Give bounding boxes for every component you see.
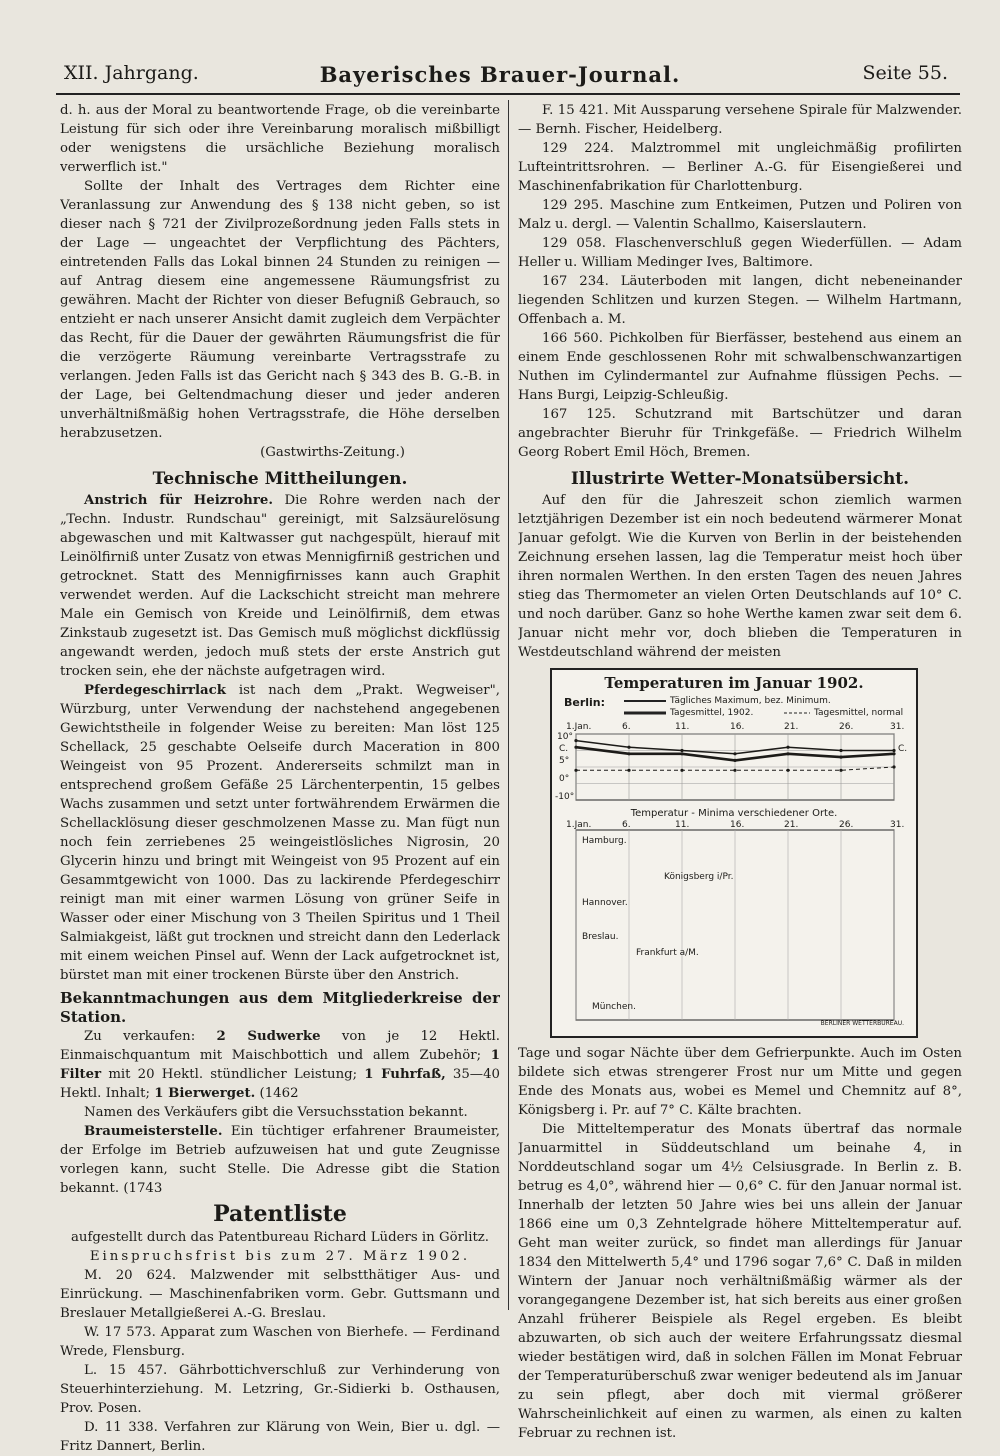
x-tick-16: 16. <box>730 722 745 732</box>
series-point-1 <box>680 749 683 752</box>
x-tick-31: 31. <box>890 722 905 732</box>
series-point-3 <box>627 769 630 772</box>
x2-tick-26: 26. <box>839 820 854 830</box>
braumeister-text: Ein tüchtiger erfahrener Braumeister, der Erfolge im Betrieb aufzuweisen hat und gute Zeugnisse vorlegen kann, sucht Stelle. Die Adresse gibt die Station bekannt. <box>60 1124 500 1196</box>
left-column <box>60 101 500 1456</box>
paragraph-vertrag: Sollte der Inhalt des Vertrages dem Richter eine Veranlassung zur Anwendung des § 138 nicht geben, so ist dieser nach § 721 der Zivilprozeßordnung jeden Falls stets in der Lage — ungeachtet der Verpflichtung des Pächters, eintretenden Falls das Lokal binnen 24 Stunden zu reinigen — auf Antrag diesem eine angemessene Räumungsfrist zu gewähren. Macht der Richter von dieser Befugniß Gebrauch, so entzieht er nach unserer Ansicht damit zugleich dem Verpächter das Recht, für die Dauer der gewährten Räumungsfrist die für die verzögerte Räumung vereinbarte Vertragsstrafe zu verlangen. Jeden Falls ist das Gericht nach § 343 des B. G.-B. in der Lage, bei Geltendmachung dieser und jeder anderen unverhältnißmäßig hohen Vertragsstrafe, die Höhe derselben herabzusetzen. <box>60 179 500 441</box>
series-point-3 <box>733 769 736 772</box>
temperature-chart <box>550 668 918 1038</box>
column-rule <box>508 100 509 1310</box>
patent-entry: 129 295. Maschine zum Entkeimen, Putzen und Poliren von Malz u. dergl. — Valentin Schallmo, Kaiserslautern. <box>518 198 962 232</box>
source-note: (Gastwirths-Zeitung.) <box>260 445 405 460</box>
patent-entry: W. 17 573. Apparat zum Waschen von Bierhefe. — Ferdinand Wrede, Flensburg. <box>60 1325 500 1359</box>
chart-title: Temperaturen im Januar 1902. <box>604 674 864 692</box>
label-koenigsberg: Königsberg i/Pr. <box>664 872 734 882</box>
series-point-3 <box>839 769 842 772</box>
pferde-text: ist nach dem „Prakt. Wegweiser", Würzburg, unter Verwendung der nachstehend angegebenen Gewichtstheile in folgender Weise zu bereiten: Man löst 125 Schellack, 25 geschabte Oelseife durch Maceration in 800 Weingeist von 95 Prozent. Andererseits schmilzt man in entsprechend großem Gefäße 25 Lärchenterpentin, 15 gelbes Wachs zusammen und setzt unter fortwährendem Erwärmen die Schellacklösung dieser geschmolzenen Masse zu. Man fügt nun noch fein zerriebenes 25 weingeistlösliches Nigrosin, 20 Glycerin hinzu und bringt mit Weingeist von 95 Prozent auf ein Gesammtgewicht von 1000. Das zu lackirende Pferdegeschirr reinigt man mit einer warmen Lösung von grüner Seife in Wasser oder einer Mischung von 3 Theilen Spiritus und 1 Theil Salmiakgeist, läßt gut trocknen und streicht dann den Lederlack mit einem weichen Pinsel auf. Wenn der Lack aufgetrocknet ist, bürstet man mit einer trockenen Bürste über den Anstrich. <box>60 683 500 983</box>
patent-entry: L. 15 457. Gährbottichverschluß zur Verhinderung von Steuerhinterziehung. M. Letzring, Gr.-Sidierki b. Osthausen, Prov. Posen. <box>60 1363 500 1416</box>
header-page-number: Seite 55. <box>862 62 948 84</box>
anstrich-text: Die Rohre werden nach der „Techn. Industr. Rundschau" gereinigt, mit Salzsäurelösung abgewaschen und mit Kaltwasser gut nachgespült, hierauf mit Leinölfirniß unter Zusatz von etwas Mennigfirniß gestrichen und getrocknet. Statt des Mennigfirnisses kann auch Graphit verwendet werden. Auf die Lackschicht streicht man mehrere Male ein Gemisch von Kreide und Leinölfirniß, dem etwas Zinkstaub zugesetzt ist. Das Gemisch muß möglichst dickflüssig angewandt werden, jedoch muß stets der erste Anstrich gut trocken sein, ehe der nächste aufgetragen wird. <box>60 493 500 679</box>
verkaufen-number: (1462 <box>259 1086 299 1101</box>
series-point-3 <box>892 765 895 768</box>
x-tick-6: 6. <box>622 722 631 732</box>
braumeister-number: (1743 <box>123 1181 163 1196</box>
label-breslau: Breslau. <box>582 932 619 942</box>
braumeister-heading: Braumeisterstelle. <box>84 1124 223 1139</box>
verkaufen-text-b: von je 12 Hektl. Einmaischquantum mit Maischbottich und allem Zubehör; <box>60 1029 500 1063</box>
x2-tick-16: 16. <box>730 820 745 830</box>
patent-entry: D. 11 338. Verfahren zur Klärung von Wein, Bier u. dgl. — Fritz Dannert, Berlin. <box>60 1420 500 1454</box>
x-tick-1jan: 1.Jan. <box>566 722 592 732</box>
x-tick-26: 26. <box>839 722 854 732</box>
x-tick-21: 21. <box>784 722 799 732</box>
x2-tick-21: 21. <box>784 820 799 830</box>
series-point-2 <box>733 759 736 762</box>
section-heading-wetter: Illustrirte Wetter-Monatsübersicht. <box>570 469 910 489</box>
section-heading-bekanntmachungen: Bekanntmachungen aus dem Mitgliederkreise der Station. <box>60 989 500 1026</box>
y-tick-minus10: -10° <box>555 792 575 802</box>
patent-entry: 129 224. Malztrommel mit ungleichmäßig profilirten Lufteintrittsrohren. — Berliner A.-G. für Eisengießerei und Maschinenfabrikation für Charlottenburg. <box>518 141 962 194</box>
verkaufen-filter: 1 Filter <box>60 1048 500 1082</box>
patent-entry: F. 15 421. Mit Aussparung versehene Spirale für Malzwender. — Bernh. Fischer, Heidelberg. <box>518 103 962 137</box>
patent-entry: M. 20 624. Malzwender mit selbstthätiger Aus- und Einrückung. — Maschinenfabriken vorm. Gebr. Guttsmann und Breslauer Metallgießerei A.-G. Breslau. <box>60 1268 500 1321</box>
section-heading-technische: Technische Mittheilungen. <box>152 469 408 489</box>
legend-mittel-1902: Tagesmittel, 1902. <box>670 708 754 718</box>
verkaufen-fuhrfass: 1 Fuhrfaß, <box>364 1067 446 1082</box>
verkaufen-label: Zu verkaufen: <box>84 1029 196 1044</box>
series-point-3 <box>786 769 789 772</box>
series-point-2 <box>892 752 895 755</box>
paragraph-braumeister <box>60 1122 500 1198</box>
series-point-3 <box>574 769 577 772</box>
x2-tick-11: 11. <box>675 820 690 830</box>
paragraph-wetter-1: Auf den für die Jahreszeit schon ziemlich warmen letztjährigen Dezember ist ein noch bedeutend wärmerer Monat Januar gefolgt. Wie die Kurven von Berlin in der beistehenden Zeichnung ersehen lassen, lag die Temperatur meist hoch über ihren normalen Werthen. In den ersten Tagen des neuen Jahres stieg das Thermometer an vielen Orten Deutschlands auf 10° C. und noch darüber. Ganz so hohe Werthe kamen zwar seit dem 6. Januar nicht mehr vor, doch blieben die Temperaturen in Westdeutschland während der meisten <box>518 493 962 660</box>
verkaufen-sudwerke: 2 Sudwerke <box>216 1029 321 1044</box>
pferde-heading: Pferdegeschirrlack <box>84 683 226 698</box>
x2-tick-31: 31. <box>890 820 905 830</box>
label-muenchen: München. <box>592 1002 636 1012</box>
berlin-label: Berlin: <box>564 696 606 709</box>
paragraph-anstrich <box>60 491 500 681</box>
paragraph-verkaufen <box>60 1027 500 1103</box>
patentliste-frist: Einspruchsfrist bis zum 27. März 1902. <box>89 1249 471 1264</box>
series-point-1 <box>892 749 895 752</box>
verkaufen-text-d: mit 20 Hektl. stündlicher Leistung; <box>108 1067 358 1082</box>
series-point-2 <box>786 752 789 755</box>
right-column <box>518 101 962 1443</box>
paragraph-pferdegeschirr <box>60 681 500 985</box>
verkaufen-bierwerget: 1 Bierwerget. <box>154 1086 256 1101</box>
paragraph-wetter-2: Tage und sogar Nächte über dem Gefrierpunkte. Auch im Osten bildete sich etwas strengerer Frost nur um Mitte und gegen Ende des Monats aus, wobei es Memel und Chemnitz auf 8°, Königsberg i. Pr. auf 7° C. Kälte brachten. <box>518 1046 962 1118</box>
patent-entry: 167 125. Schutzrand mit Bartschützer und daran angebrachter Bieruhr für Trinkgefäße. — Friedrich Wilhelm Georg Robert Emil Höch, Bremen. <box>518 407 962 460</box>
header-volume: XII. Jahrgang. <box>64 62 199 84</box>
legend-max-min: Tägliches Maximum, bez. Minimum. <box>670 696 831 706</box>
header-rule <box>56 93 960 95</box>
series-point-1 <box>627 746 630 749</box>
paragraph-wetter-3: Die Mitteltemperatur des Monats übertraf das normale Januarmittel in Süddeutschland um beinahe 4, in Norddeutschland sogar um 4½ Celsiusgrade. In Berlin z. B. betrug es 4,0°, während hier — 0,6° C. für den Januar normal ist. Innerhalb der letzten 50 Jahre wies bei uns allein der Januar 1866 eine um 0,3 Zehntelgrade höhere Mitteltemperatur auf. Geht man weiter zurück, so findet man allerdings für Januar 1834 den Mittelwerth 5,4° und 1796 sogar 7,6° C. Daß in milden Wintern der Januar noch verhältnißmäßig wärmer als der vorangegangene Dezember ist, hat sich bereits aus einer großen Anzahl früherer Beispiele als Regel ergeben. Es bleibt abzuwarten, ob sich auch der weitere Erfahrungssatz diesmal wieder bestätigen wird, daß in solchen Fällen im Monat Februar der Temperaturüberschuß zwar weniger bedeutend als im Januar zu sein pflegt, aber doch mit viermal größerer Wahrscheinlichkeit auf einen zu warmen, als einen zu kalten Februar zu rechnen ist. <box>518 1122 962 1441</box>
series-point-1 <box>839 749 842 752</box>
x-tick-11: 11. <box>675 722 690 732</box>
y-unit-right: C. <box>898 744 908 754</box>
legend-mittel-normal: Tagesmittel, normal <box>814 708 904 718</box>
series-point-1 <box>786 746 789 749</box>
series-point-1 <box>574 739 577 742</box>
patent-entry: 166 560. Pichkolben für Bierfässer, bestehend aus einem an einem Ende geschlossenen Rohr mit schwalbenschwanzartigen Nuthen im Cylindermantel zur Aufnahme flüssigen Pechs. — Hans Burgi, Leipzig-Schleußig. <box>518 331 962 403</box>
chart-credit: BERLINER WETTERBUREAU. <box>820 1020 904 1027</box>
header-masthead: Bayerisches Brauer-Journal. <box>319 62 681 87</box>
paragraph-continued: d. h. aus der Moral zu beantwortende Frage, ob die vereinbarte Leistung für sich oder ihre Vereinbarung moralisch mißbilligt oder wenigstens die ursächliche Beziehung moralisch verwerflich ist." <box>60 103 500 175</box>
label-hamburg: Hamburg. <box>582 836 627 846</box>
label-frankfurt: Frankfurt a/M. <box>636 948 699 958</box>
patentliste-subtitle: aufgestellt durch das Patentbureau Richard Lüders in Görlitz. <box>70 1230 490 1245</box>
series-point-2 <box>839 756 842 759</box>
series-point-3 <box>680 769 683 772</box>
x2-tick-6: 6. <box>622 820 631 830</box>
y-tick-10: 10° <box>557 732 573 742</box>
verkaufen-text-f: 35—40 Hektl. Inhalt; <box>60 1067 500 1101</box>
patentliste-title: Patentliste <box>213 1201 347 1227</box>
chart-subtitle: Temperatur - Minima verschiedener Orte. <box>630 808 838 819</box>
series-point-2 <box>627 752 630 755</box>
y-tick-5: 5° <box>559 756 570 766</box>
patent-entry: 129 058. Flaschenverschluß gegen Wiederfüllen. — Adam Heller u. William Medinger Ives, Baltimore. <box>518 236 962 270</box>
verkaufen-note: Namen des Verkäufers gibt die Versuchsstation bekannt. <box>84 1105 468 1120</box>
series-point-2 <box>574 746 577 749</box>
label-hannover: Hannover. <box>582 898 628 908</box>
x2-tick-1jan: 1.Jan. <box>566 820 592 830</box>
patent-entry: 167 234. Läuterboden mit langen, dicht nebeneinander liegenden Schlitzen und kurzen Stegen. — Wilhelm Hartmann, Offenbach a. M. <box>518 274 962 327</box>
y-unit-left: C. <box>559 744 569 754</box>
anstrich-heading: Anstrich für Heizrohre. <box>84 493 273 508</box>
series-point-1 <box>733 752 736 755</box>
y-tick-0: 0° <box>559 774 570 784</box>
series-point-2 <box>680 752 683 755</box>
